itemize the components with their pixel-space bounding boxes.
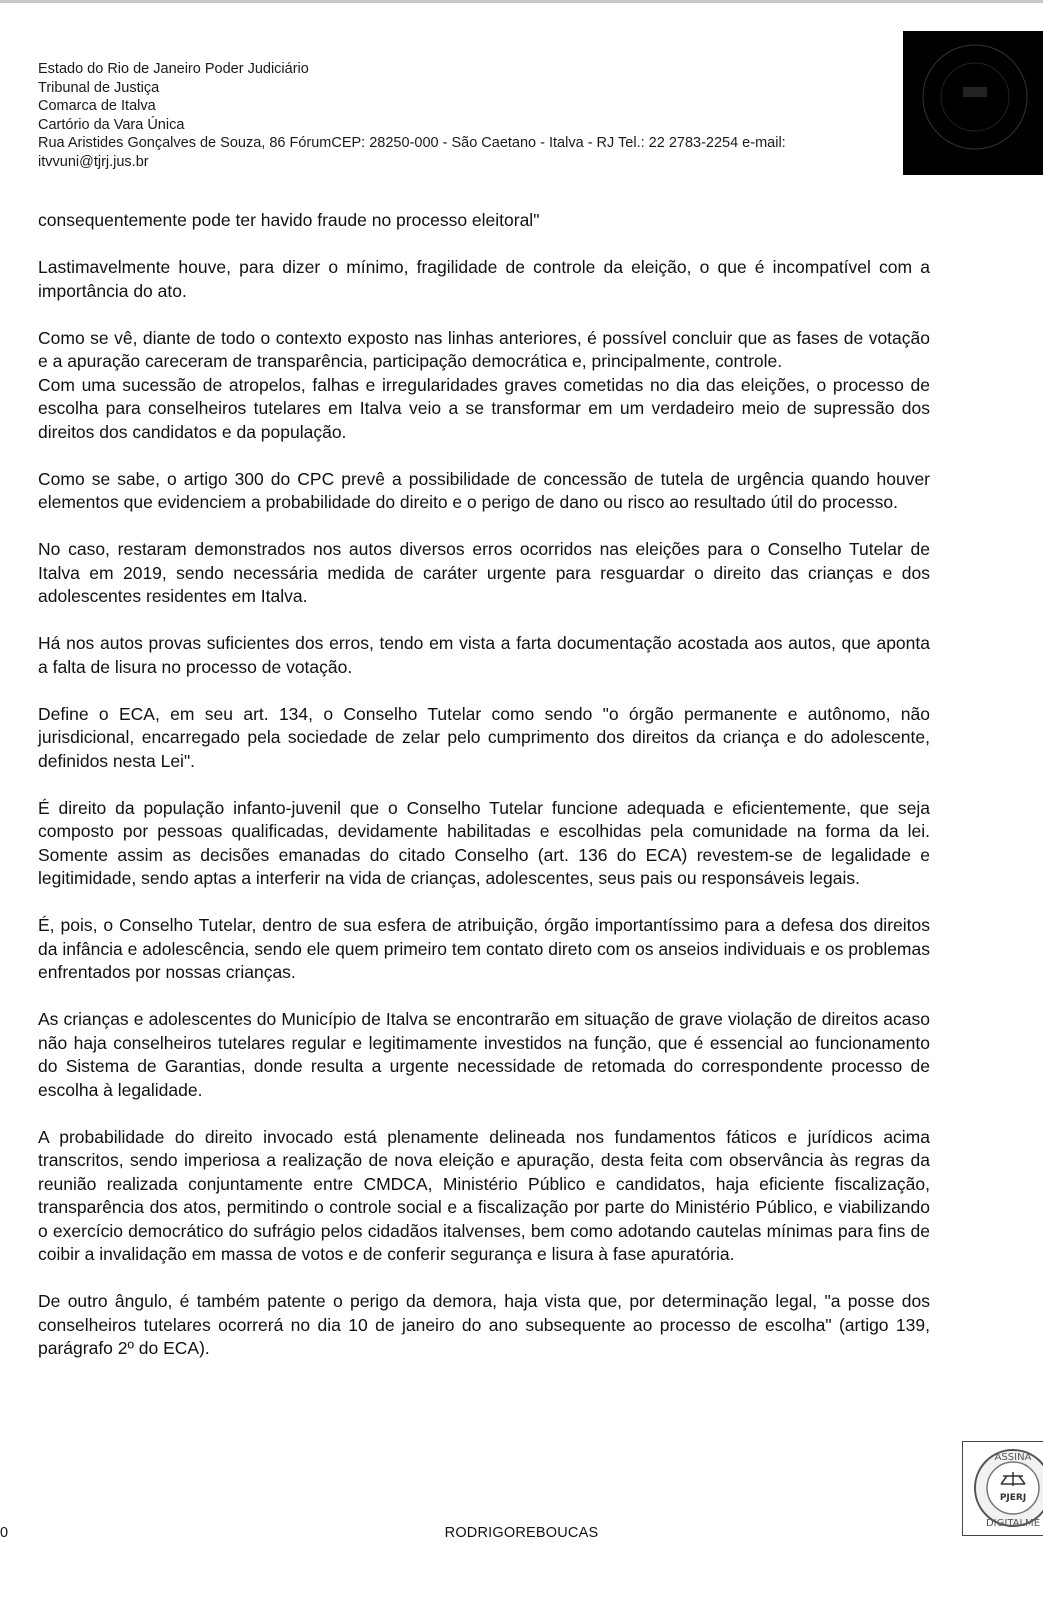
digital-signature-stamp-icon <box>962 1441 1043 1536</box>
top-divider <box>0 0 1043 3</box>
header-tribunal: Tribunal de Justiça <box>38 79 160 96</box>
header-address: Rua Aristides Gonçalves de Souza, 86 FórumCEP: 28250-000 - São Caetano - Italva - RJ Tel.: 22 2783-2254 e-mail: <box>38 135 786 151</box>
header-comarca: Comarca de Italva <box>38 98 156 114</box>
court-seal-icon <box>903 31 1043 175</box>
header-state: Estado do Rio de Janeiro Poder Judiciário <box>38 61 309 77</box>
paragraph: As crianças e adolescentes do Município de Italva se encontrarão em situação de grave violação de direitos acaso não haja conselheiros tutelares regular e legitimamente investidos na função, que é essencial ao funcionamento do Sistema de Garantias, donde resulta a urgente necessidade de retomada do correspondente processo de escolha à legalidade. <box>38 1009 930 1100</box>
stamp-center-text: PJERJ <box>999 1493 1027 1503</box>
paragraph: Como se sabe, o artigo 300 do CPC prevê a possibilidade de concessão de tutela de urgência quando houver elementos que evidenciem a probabilidade do direito e o perigo de dano ou risco ao resultado útil do processo. <box>38 468 930 512</box>
stamp-top-text: ASSINA <box>994 1452 1032 1463</box>
signer-name: RODRIGOREBOUCAS <box>444 1525 599 1541</box>
court-header <box>38 60 898 171</box>
paragraph: A probabilidade do direito invocado está plenamente delineada nos fundamentos fáticos e jurídicos acima transcritos, sendo imperiosa a realização de nova eleição e apuração, desta feita com observância às regras da reunião realizada conjuntamente entre CMDCA, Ministério Público e candidatos, haja eficiente fiscalização, transparência dos atos, permitindo o controle social e a fiscalização por parte do Ministério Público, e viabilizando o exercício democrático do sufrágio pelos cidadãos italvenses, bem como adotando cautelas mínimas para fins de coibir a invalidação em massa de votos e de conferir segurança e lisura à fase apuratória. <box>38 1126 930 1264</box>
document-body <box>38 209 930 1384</box>
header-email: itvvuni@tjrj.jus.br <box>38 153 149 170</box>
paragraph: Como se vê, diante de todo o contexto exposto nas linhas anteriores, é possível concluir que as fases de votação e a apuração careceram de transparência, participação democrática e, principalmente, controle. <box>38 327 930 371</box>
paragraph: Lastimavelmente houve, para dizer o mínimo, fragilidade de controle da eleição, o que é incompatível com a importância do ato. <box>38 257 930 301</box>
stamp-bottom-text: DIGITALME <box>985 1518 1041 1529</box>
page-number-fragment: 0 <box>0 1525 9 1541</box>
paragraph: De outro ângulo, é também patente o perigo da demora, haja vista que, por determinação legal, "a posse dos conselheiros tutelares ocorrerá no dia 10 de janeiro do ano subsequente ao processo de escolha" (artigo 139, parágrafo 2º do ECA). <box>38 1291 930 1358</box>
paragraph: Com uma sucessão de atropelos, falhas e irregularidades graves cometidas no dia das eleições, o processo de escolha para conselheiros tutelares em Italva veio a se transformar em um verdadeiro meio de supressão dos direitos dos candidatos e da população. <box>38 374 930 442</box>
paragraph: É direito da população infanto-juvenil que o Conselho Tutelar funcione adequada e eficientemente, que seja composto por pessoas qualificadas, devidamente habilitadas e escolhidas pela comunidade na forma da lei. Somente assim as decisões emanadas do citado Conselho (art. 136 do ECA) revestem-se de legalidade e legitimidade, sendo aptas a interferir na vida de crianças, adolescentes, seus pais ou responsáveis legais. <box>38 797 930 888</box>
header-cartorio: Cartório da Vara Única <box>38 116 185 133</box>
paragraph: No caso, restaram demonstrados nos autos diversos erros ocorridos nas eleições para o Conselho Tutelar de Italva em 2019, sendo necessária medida de caráter urgente para resguardar o direito das crianças e dos adolescentes residentes em Italva. <box>38 539 930 606</box>
paragraph: consequentemente pode ter havido fraude no processo eleitoral" <box>38 210 540 230</box>
paragraph: Define o ECA, em seu art. 134, o Conselho Tutelar como sendo "o órgão permanente e autônomo, não jurisdicional, encarregado pela sociedade de zelar pelo cumprimento dos direitos da criança e do adolescente, definidos nesta Lei". <box>38 703 930 771</box>
paragraph: É, pois, o Conselho Tutelar, dentro de sua esfera de atribuição, órgão importantíssimo para a defesa dos direitos da infância e adolescência, sendo ele quem primeiro tem contato direto com os anseios individuais e os problemas enfrentados por nossas crianças. <box>38 915 930 982</box>
paragraph: Há nos autos provas suficientes dos erros, tendo em vista a farta documentação acostada aos autos, que aponta a falta de lisura no processo de votação. <box>38 633 930 677</box>
